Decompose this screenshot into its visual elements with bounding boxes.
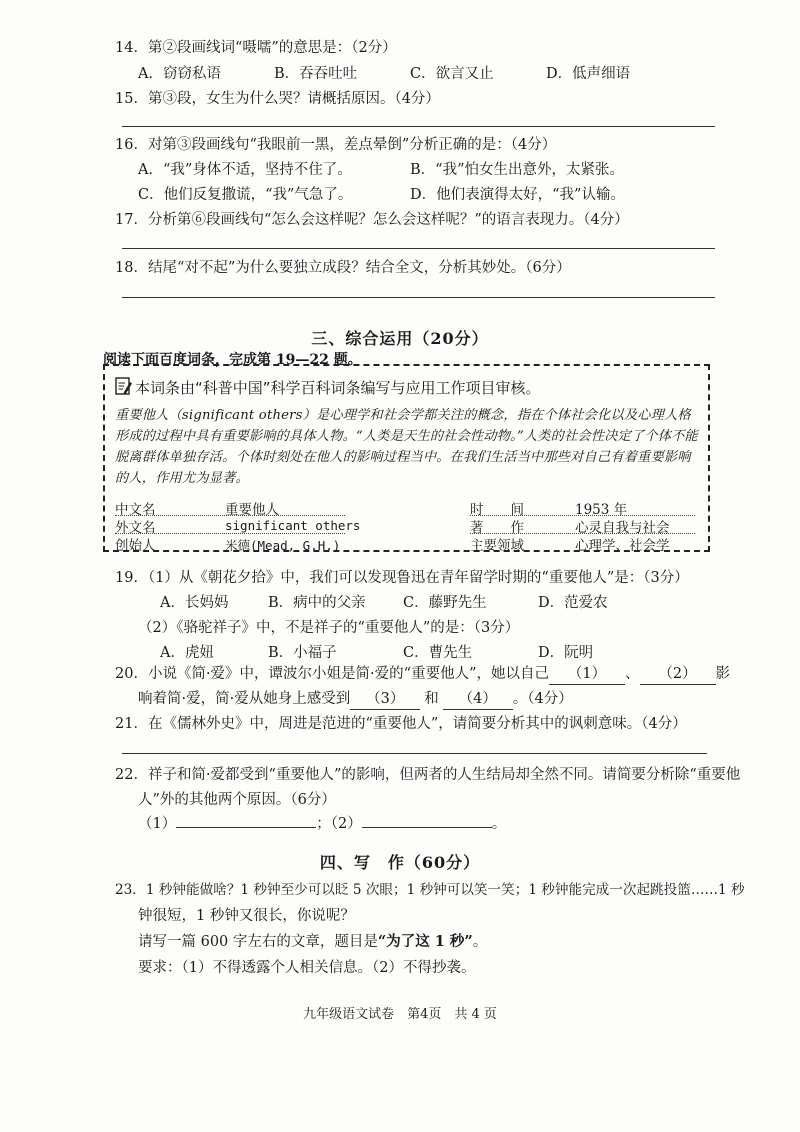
q23-line1: 23．1 秒钟能做啥？1 秒钟至少可以眨 5 次眼；1 秒钟可以笑一笑；1 秒钟能完成一次起跳投篮……1 秒 bbox=[115, 882, 745, 898]
q22-answers bbox=[138, 814, 506, 834]
q22-line2: 人”外的其他两个原因。（6分） bbox=[138, 792, 336, 808]
q22-label-1: （1） bbox=[138, 816, 177, 832]
q16-option-b: B．“我”怕女生出意外，太紧张。 bbox=[410, 162, 624, 178]
q23-line2: 钟很短，1 秒钟又很长，你说呢？ bbox=[138, 908, 355, 924]
q17-answer-line[interactable] bbox=[122, 248, 715, 249]
q15-stem: 15．第③段，女生为什么哭？请概括原因。（4分） bbox=[115, 91, 440, 107]
q20-text: 影 bbox=[715, 666, 730, 682]
info-row bbox=[115, 534, 700, 554]
q20-text: 。（4分） bbox=[512, 691, 573, 707]
q19-1-option-a: A．长妈妈 bbox=[160, 595, 229, 611]
q20-line2 bbox=[138, 689, 573, 710]
q23-prompt: 请写一篇 600 字左右的文章，题目是 bbox=[138, 934, 378, 950]
q14-option-d: D．低声细语 bbox=[546, 66, 631, 82]
q14-option-b: B．吞吞吐吐 bbox=[274, 66, 358, 82]
q21-stem: 21．在《儒林外史》中，周进是范进的“重要他人”，请简要分析其中的讽刺意味。（4分） bbox=[115, 716, 687, 732]
section3-title: 三、综合运用（20分） bbox=[311, 329, 489, 348]
q19-part1-stem: 19．（1）从《朝花夕拾》中，我们可以发现鲁迅在青年留学时期的“重要他人”是：（3分） bbox=[115, 570, 689, 586]
info-key: 时 间 bbox=[470, 502, 524, 518]
q16-option-c: C．他们反复撒谎，“我”气急了。 bbox=[138, 187, 353, 203]
q15-answer-line[interactable] bbox=[122, 126, 715, 127]
info-key: 中文名 bbox=[115, 502, 156, 518]
q19-1-option-d: D．范爱农 bbox=[538, 595, 608, 611]
info-value: 心灵自我与社会 bbox=[575, 520, 670, 536]
q20-text: 响着简·爱，简·爱从她身上感受到 bbox=[138, 691, 351, 707]
page-footer: 九年级语文试卷 第4页 共 4 页 bbox=[303, 1007, 497, 1022]
q19-2-option-a: A．虎妞 bbox=[160, 645, 214, 661]
q20-text: 20．小说《简·爱》中，谭波尔小姐是简·爱的“重要他人”，她以自己 bbox=[115, 666, 549, 682]
q23-prompt-end: 。 bbox=[472, 934, 488, 950]
info-key: 著 作 bbox=[470, 520, 524, 536]
q18-stem: 18．结尾“对不起”为什么要独立成段？结合全文，分析其妙处。（6分） bbox=[115, 260, 571, 276]
q20-blank-4[interactable]: （4） bbox=[443, 689, 513, 710]
q16-stem: 16．对第③段画线句“我眼前一黑，差点晕倒”分析正确的是：（4分） bbox=[115, 137, 557, 153]
q20-blank-1[interactable]: （1） bbox=[549, 664, 625, 685]
q19-1-option-c: C．藤野先生 bbox=[403, 595, 487, 611]
q19-2-option-d: D．阮明 bbox=[538, 645, 594, 661]
info-key: 创始人 bbox=[115, 538, 156, 554]
info-value: 重要他人 bbox=[225, 502, 279, 518]
q16-option-a: A．“我”身体不适，坚持不住了。 bbox=[138, 162, 352, 178]
info-key: 主要领域 bbox=[470, 538, 524, 554]
q22-line1: 22．祥子和简·爱都受到“重要他人”的影响，但两者的人生结局却全然不同。请简要分析除“重要他 bbox=[115, 767, 741, 783]
q23-requirements: 要求：（1）不得透露个人相关信息。（2）不得抄袭。 bbox=[138, 960, 476, 976]
section3-intro: 阅读下面百度词条，完成第 19—22 题。 bbox=[103, 352, 362, 368]
info-value: 心理学、社会学 bbox=[575, 538, 670, 554]
edit-icon bbox=[115, 377, 132, 396]
q22-end: 。 bbox=[491, 816, 507, 832]
q22-blank-1[interactable] bbox=[176, 827, 316, 828]
q20-line1 bbox=[115, 664, 730, 685]
q23-line3 bbox=[138, 932, 487, 952]
entry-paragraph: 重要他人（significant others）是心理学和社会学都关注的概念，指在个体社会化以及心理人格形成的过程中具有重要影响的具体人物。“人类是天生的社会性动物。”人类的社会性决定了个体不能脱离群体单独存活。个体时刻处在他人的影响过程当中。在我们生活当中那些对自己有着重要影响的人，作用尤为显著。 bbox=[115, 408, 698, 486]
q23-essay-title: “为了这 1 秒” bbox=[377, 933, 473, 950]
q16-option-d: D．他们表演得太好，“我”认输。 bbox=[410, 187, 625, 203]
info-value: 米德(Mead, G.H.) bbox=[225, 538, 341, 553]
q19-2-option-c: C．曹先生 bbox=[403, 645, 473, 661]
info-value: significant others bbox=[225, 518, 361, 533]
q14-option-a: A．窃窃私语 bbox=[138, 66, 221, 82]
q21-answer-line[interactable] bbox=[122, 753, 707, 754]
q19-1-option-b: B．病中的父亲 bbox=[268, 595, 366, 611]
q22-label-2: ；（2） bbox=[316, 816, 362, 832]
q19-part2-stem: （2）《骆驼祥子》中，不是祥子的“重要他人”的是：（3分） bbox=[138, 620, 520, 636]
q14-stem: 14．第②段画线词“嗫嚅”的意思是：（2分） bbox=[115, 40, 397, 56]
q22-blank-2[interactable] bbox=[362, 827, 492, 828]
q14-option-c: C．欲言又止 bbox=[410, 66, 494, 82]
q20-blank-3[interactable]: （3） bbox=[350, 689, 420, 710]
q18-answer-line[interactable] bbox=[122, 297, 715, 298]
section4-title: 四、写 作（60分） bbox=[319, 853, 481, 872]
q20-blank-2[interactable]: （2） bbox=[640, 664, 716, 685]
q17-stem: 17．分析第⑥段画线句“怎么会这样呢？怎么会这样呢？”的语言表现力。（4分） bbox=[115, 212, 629, 228]
entry-review-note: 本词条由“科普中国”科学百科词条编写与应用工作项目审核。 bbox=[135, 379, 541, 397]
q20-conjunction: 和 bbox=[424, 691, 439, 707]
info-key: 外文名 bbox=[115, 520, 156, 536]
q20-separator: 、 bbox=[625, 666, 640, 682]
q19-2-option-b: B．小福子 bbox=[268, 645, 337, 661]
info-value: 1953 年 bbox=[575, 502, 628, 518]
